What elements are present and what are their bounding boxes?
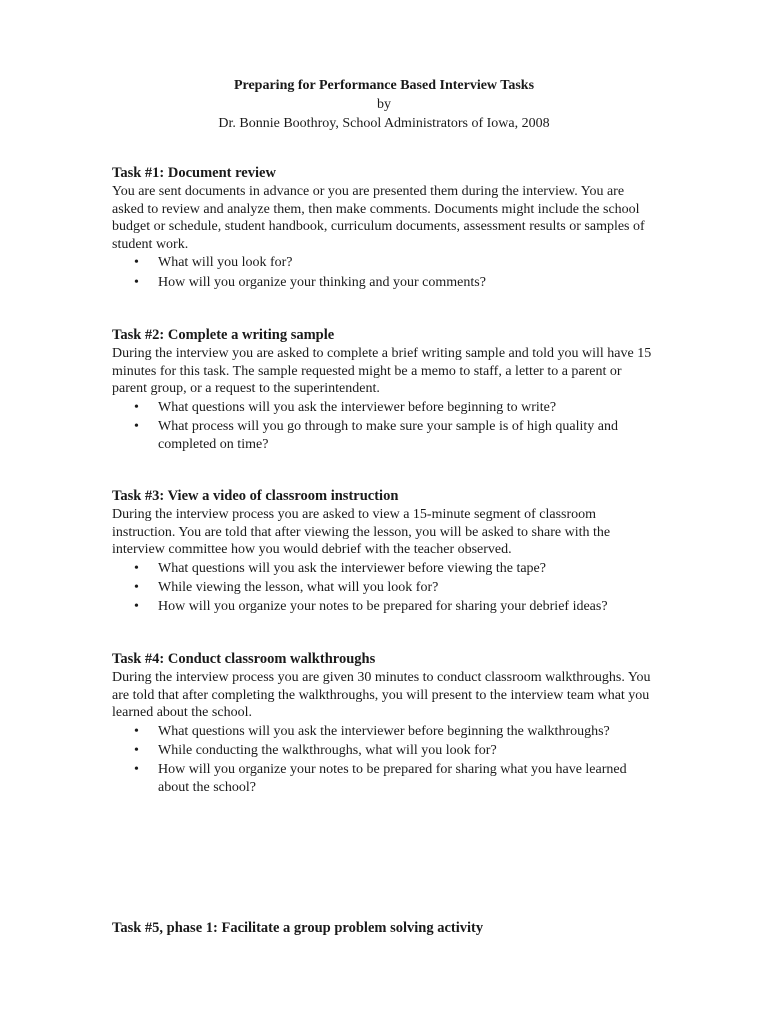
list-item: • How will you organize your thinking and your comments? [134,274,486,290]
list-item: • While conducting the walkthroughs, what will you look for? [134,742,497,758]
bullet-icon: • [134,579,139,595]
task-4-section [112,650,657,798]
list-item: • What questions will you ask the interviewer before beginning the walkthroughs? [134,723,610,739]
list-item: • What process will you go through to make sure your sample is of high quality and completed on time? [134,418,618,452]
task-1-body: You are sent documents in advance or you are presented them during the interview. You are asked to review and analyze them, then make comments. Documents might include the school budget or schedule, student handbook, curriculum documents, assessment results or samples of student work. [112,184,645,252]
bullet-icon: • [134,560,139,576]
author-line: Dr. Bonnie Boothroy, School Administrators of Iowa, 2008 [218,116,550,131]
task-4-heading: Task #4: Conduct classroom walkthroughs [112,651,376,667]
list-item: • While viewing the lesson, what will you look for? [134,579,439,595]
list-item: • What questions will you ask the interviewer before beginning to write? [134,399,557,415]
list-item: • How will you organize your notes to be prepared for sharing your debrief ideas? [134,599,608,615]
bullet-icon: • [134,418,139,434]
document-header [0,76,768,133]
bullet-icon: • [134,762,139,778]
list-item: • How will you organize your notes to be prepared for sharing what you have learned about the school? [134,762,627,795]
task-2-section [112,326,657,455]
task-1-heading: Task #1: Document review [112,165,276,181]
task-3-section [112,487,657,617]
byline: by [377,97,391,112]
task-1-section [112,164,657,293]
task-2-heading: Task #2: Complete a writing sample [112,327,335,343]
bullet-icon: • [134,399,139,415]
bullet-icon: • [134,274,139,290]
task-4-bullet-list [112,723,657,797]
list-item: • What questions will you ask the interviewer before viewing the tape? [134,560,546,576]
task-5-section [112,919,657,938]
task-5-heading: Task #5, phase 1: Facilitate a group problem solving activity [112,920,484,936]
task-3-bullet-list [112,560,657,616]
task-3-body: During the interview process you are asked to view a 15-minute segment of classroom instruction. You are told that after viewing the lesson, you will be asked to share with the interview committee how you would debrief with the teacher observed. [112,507,611,558]
document-title: Preparing for Performance Based Interview Tasks [233,78,535,93]
bullet-icon: • [134,255,139,271]
task-2-bullet-list [112,399,657,453]
task-3-heading: Task #3: View a video of classroom instruction [112,488,399,504]
task-2-body: During the interview you are asked to complete a brief writing sample and told you will have 15 minutes for this task. The sample requested might be a memo to staff, a letter to a parent or parent group, or a request to the superintendent. [112,346,652,397]
task-1-bullet-list [112,254,657,291]
list-item: • What will you look for? [134,255,293,271]
bullet-icon: • [134,723,139,739]
task-4-body: During the interview process you are given 30 minutes to conduct classroom walkthroughs. You are told that after completing the walkthroughs, you will present to the interview team what you learned about the school. [112,670,651,721]
bullet-icon: • [134,599,139,615]
bullet-icon: • [134,742,139,758]
